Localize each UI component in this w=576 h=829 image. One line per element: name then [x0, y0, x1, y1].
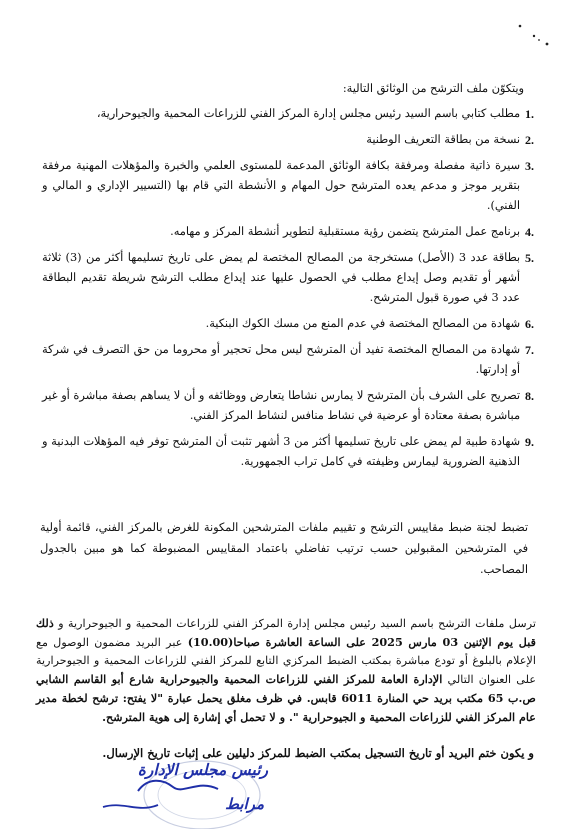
- requirement-item: [42, 130, 534, 150]
- requirement-item: [42, 432, 534, 472]
- requirements-list: [42, 104, 534, 478]
- submission-address: الإدارة العامة للمركز الفني للزراعات المحمية والجيوحرارية شارع أبو القاسم الشابي ص.ب 65 مكتب بريد حي المنارة 6011 قابس. في ظرف مغلق يحمل عبارة "لا يفتح: ترشح لخطة مدير عام المركز الفني للزراعات المحمية و الجيوحرارية ". و لا تحمل أي إشارة إلى هوية المترشح.: [36, 672, 536, 724]
- item-number: .1: [525, 107, 534, 121]
- handwritten-signature: [88, 777, 228, 829]
- postal-note: و يكون ختم البريد أو تاريخ التسجيل بمكتب الضبط للمركز دليلين على إثبات تاريخ الإرسال.: [102, 746, 534, 760]
- item-text: مطلب كتابي باسم السيد رئيس مجلس إدارة المركز الفني للزراعات المحمية والجيوحرارية،: [96, 107, 520, 120]
- item-number: .2: [525, 133, 534, 147]
- committee-paragraph: تضبط لجنة ضبط مقاييس الترشح و تقييم ملفات المترشحين المكونة للغرض بالمركز الفني، قائمة أولية في المترشحين المقبولين حسب ترتيب تفاضلي باعتماد المقاييس المضبوطة كما هو مبين بالجدول المصاحب.: [40, 521, 528, 576]
- item-text: نسخة من بطاقة التعريف الوطنية: [366, 133, 520, 146]
- requirement-item: [42, 104, 534, 124]
- item-text: شهادة من المصالح المختصة تفيد أن المترشح ليس محل تحجير أو محروما من حق التصرف في شركة أو إدارتها.: [42, 343, 520, 376]
- item-text: برنامج عمل المترشح يتضمن رؤية مستقبلية لتطوير أنشطة المركز و مهامه.: [170, 225, 520, 238]
- item-number: .3: [525, 159, 534, 173]
- requirement-item: [42, 222, 534, 242]
- requirement-item: [42, 340, 534, 380]
- item-number: .7: [525, 343, 534, 357]
- item-text: سيرة ذاتية مفصلة ومرفقة بكافة الوثائق المدعمة للمستوى العلمي والخبرة والمؤهلات المهنية مرفقة بتقرير موجز و مدعم يعده المترشح حول المهام و الأنشطة التي قام بها (التسيير الإداري و المالي و الفني).: [42, 159, 520, 212]
- signatory-name: مرابط: [225, 795, 264, 813]
- item-number: .4: [525, 225, 534, 239]
- signature-block: [88, 755, 268, 829]
- submission-text: ترسل ملفات الترشح باسم السيد رئيس مجلس إدارة المركز الفني للزراعات المحمية و الجيوحرارية و: [58, 617, 536, 630]
- requirement-item: [42, 314, 534, 334]
- requirement-item: [42, 248, 534, 308]
- item-number: .8: [525, 389, 534, 403]
- signatory-title: رئيس مجلس الإدارة: [137, 761, 268, 779]
- item-number: .9: [525, 435, 534, 449]
- corner-marks: [514, 20, 554, 50]
- requirements-intro: ويتكوّن ملف الترشح من الوثائق التالية:: [342, 82, 524, 95]
- item-text: تصريح على الشرف بأن المترشح لا يمارس نشاطا يتعارض ووظائفه و أن لا يساهم بصفة مباشرة أو غير مباشرة بصفة معتادة أو عرضية في نشاط منافس لنشاط المركز الفني.: [42, 389, 520, 422]
- item-text: شهادة من المصالح المختصة في عدم المنع من مسك الكوك البنكية.: [205, 317, 520, 330]
- submission-paragraph: [36, 614, 536, 727]
- requirement-item: [42, 386, 534, 426]
- submission-deadline: ذلك قبل يوم الإثنين 03 مارس 2025 على الساعة العاشرة صباحا(10.00): [36, 616, 536, 649]
- item-number: .6: [525, 317, 534, 331]
- item-text: بطاقة عدد 3 (الأصل) مستخرجة من المصالح المختصة لم يمض على تاريخ تسليمها أكثر من (3) ثلاثة أشهر أو تقديم وصل إيداع مطلب في الحصول عليها عند إيداع مطلب الترشح شريطة تقديم البطاقة عدد 3 في صورة قبول المترشح.: [42, 251, 520, 304]
- requirement-item: [42, 156, 534, 216]
- item-text: شهادة طبية لم يمض على تاريخ تسليمها أكثر من 3 أشهر تثبت أن المترشح توفر فيه المؤهلات البدنية و الذهنية الضرورية ليمارس وظيفته في كامل تراب الجمهورية.: [42, 435, 520, 468]
- item-number: .5: [525, 251, 534, 265]
- submission-text: عبر البريد مضمون الوصول مع الإعلام بالبلوغ أو تودع مباشرة بمكتب الضبط المركزي التابع للمركز الفني للزراعات المحمية و الجيوحرارية على العنوان التالي: [36, 636, 537, 686]
